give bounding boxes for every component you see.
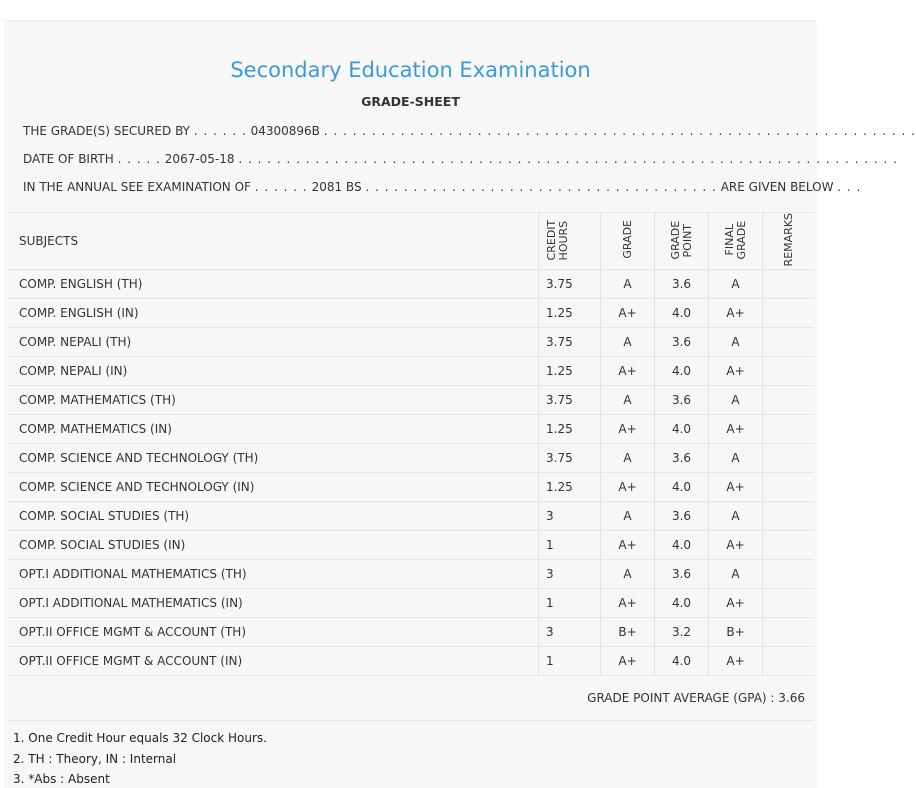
grade-rows	[8, 270, 814, 676]
grade-sheet-heading: GRADE-SHEET	[361, 94, 460, 109]
grade-point-cell: 4.0	[655, 299, 709, 328]
final-grade-cell: A+	[709, 531, 763, 560]
credit-hours-cell: 1.25	[539, 473, 601, 502]
grade-cell: A+	[601, 647, 655, 676]
grade-point-cell: 4.0	[655, 415, 709, 444]
header-credit-hours: CREDIT HOURS	[539, 213, 601, 270]
remarks-cell	[763, 473, 815, 502]
grade-cell: A+	[601, 415, 655, 444]
gpa-value: 3.66	[778, 691, 805, 705]
header-grade-point: GRADE POINT	[655, 213, 709, 270]
remarks-cell	[763, 386, 815, 415]
date-of-birth: 2067-05-18	[164, 152, 235, 166]
table-row	[8, 299, 814, 328]
grade-cell: A	[601, 444, 655, 473]
grade-point-cell: 3.6	[655, 444, 709, 473]
subject-cell: COMP. SCIENCE AND TECHNOLOGY (TH)	[8, 444, 539, 473]
table-row	[8, 386, 814, 415]
credit-hours-cell: 3	[539, 618, 601, 647]
grade-point-cell: 4.0	[655, 357, 709, 386]
final-grade-cell: A+	[709, 473, 763, 502]
remarks-cell	[763, 531, 815, 560]
table-row	[8, 560, 814, 589]
grade-cell: A	[601, 328, 655, 357]
grade-point-cell: 3.6	[655, 270, 709, 299]
credit-hours-cell: 1	[539, 531, 601, 560]
table-header-row	[8, 213, 814, 270]
grade-point-cell: 3.6	[655, 502, 709, 531]
remarks-cell	[763, 328, 815, 357]
subject-cell: COMP. ENGLISH (IN)	[8, 299, 539, 328]
dot-leader: . . . . . . . . . . . . . . . . . . . . . . . . . . . . . . . . . . . . . . . . . . . . . . . . . . . . . . . . . . . . . . . . . . . . .	[238, 152, 898, 166]
dot-leader: . . . . . . . . . . . . . . . . . . . . . . . . . . . . . . . . . . . . .	[365, 180, 717, 194]
credit-hours-cell: 3	[539, 560, 601, 589]
table-row	[8, 473, 814, 502]
grade-point-cell: 4.0	[655, 589, 709, 618]
remarks-cell	[763, 357, 815, 386]
credit-hours-cell: 3	[539, 502, 601, 531]
grade-point-cell: 4.0	[655, 473, 709, 502]
subject-cell: COMP. SOCIAL STUDIES (TH)	[8, 502, 539, 531]
exam-title: Secondary Education Examination	[230, 58, 591, 82]
remarks-cell	[763, 618, 815, 647]
grade-point-cell: 3.6	[655, 328, 709, 357]
table-row	[8, 502, 814, 531]
table-row	[8, 328, 814, 357]
grade-cell: A	[601, 560, 655, 589]
final-grade-cell: A+	[709, 357, 763, 386]
final-grade-cell: A	[709, 270, 763, 299]
grade-point-cell: 3.6	[655, 386, 709, 415]
exam-year: 2081 BS	[311, 180, 362, 194]
final-grade-cell: A+	[709, 589, 763, 618]
table-row	[8, 618, 814, 647]
remarks-cell	[763, 647, 815, 676]
table-row	[8, 531, 814, 560]
grade-cell: A+	[601, 531, 655, 560]
note-3: 3. *Abs : Absent	[13, 772, 110, 786]
credit-hours-cell: 1.25	[539, 357, 601, 386]
grade-sheet	[4, 20, 916, 788]
credit-hours-cell: 1	[539, 589, 601, 618]
remarks-cell	[763, 589, 815, 618]
final-grade-cell: A+	[709, 415, 763, 444]
dob-label: DATE OF BIRTH	[23, 152, 114, 166]
grade-cell: A	[601, 386, 655, 415]
remarks-cell	[763, 502, 815, 531]
final-grade-cell: A	[709, 444, 763, 473]
grade-point-cell: 3.2	[655, 618, 709, 647]
credit-hours-cell: 3.75	[539, 270, 601, 299]
table-row	[8, 444, 814, 473]
dot-leader: . . . . . .	[193, 124, 247, 138]
header-final-grade: FINAL GRADE	[709, 213, 763, 270]
grades-table	[8, 212, 814, 676]
secured-by-label: THE GRADE(S) SECURED BY	[23, 124, 190, 138]
subject-cell: COMP. MATHEMATICS (TH)	[8, 386, 539, 415]
dot-leader: . . .	[837, 180, 862, 194]
final-grade-cell: A+	[709, 647, 763, 676]
remarks-cell	[763, 560, 815, 589]
table-row	[8, 270, 814, 299]
table-row	[8, 589, 814, 618]
remarks-cell	[763, 270, 815, 299]
grade-point-cell: 4.0	[655, 531, 709, 560]
symbol-number: 04300896B	[250, 124, 320, 138]
credit-hours-cell: 3.75	[539, 386, 601, 415]
subject-cell: COMP. MATHEMATICS (IN)	[8, 415, 539, 444]
dot-leader: . . . . . . . . . . . . . . . . . . . . . . . . . . . . . . . . . . . . . . . . . . . . . . . . . . . . . . . . . . . . . .	[323, 124, 916, 138]
dot-leader: . . . . .	[117, 152, 161, 166]
credit-hours-cell: 1.25	[539, 299, 601, 328]
remarks-cell	[763, 299, 815, 328]
subject-cell: COMP. NEPALI (TH)	[8, 328, 539, 357]
grade-cell: A+	[601, 357, 655, 386]
grade-cell: A	[601, 502, 655, 531]
grade-cell: A	[601, 270, 655, 299]
grade-cell: B+	[601, 618, 655, 647]
note-2: 2. TH : Theory, IN : Internal	[13, 752, 177, 766]
table-row	[8, 357, 814, 386]
header-subjects: SUBJECTS	[8, 213, 539, 270]
credit-hours-cell: 1	[539, 647, 601, 676]
table-row	[8, 415, 814, 444]
grade-point-cell: 3.6	[655, 560, 709, 589]
grade-cell: A+	[601, 473, 655, 502]
subject-cell: OPT.II OFFICE MGMT & ACCOUNT (TH)	[8, 618, 539, 647]
final-grade-cell: A	[709, 560, 763, 589]
subject-cell: COMP. SOCIAL STUDIES (IN)	[8, 531, 539, 560]
credit-hours-cell: 3.75	[539, 444, 601, 473]
gpa-summary	[587, 691, 805, 705]
gpa-row	[8, 678, 814, 721]
grade-point-cell: 4.0	[655, 647, 709, 676]
exam-tail: ARE GIVEN BELOW	[720, 180, 834, 194]
subject-cell: OPT.I ADDITIONAL MATHEMATICS (TH)	[8, 560, 539, 589]
exam-line	[23, 180, 861, 194]
dob-line	[23, 152, 898, 166]
subject-cell: COMP. SCIENCE AND TECHNOLOGY (IN)	[8, 473, 539, 502]
credit-hours-cell: 3.75	[539, 328, 601, 357]
remarks-cell	[763, 444, 815, 473]
final-grade-cell: A	[709, 386, 763, 415]
grade-cell: A+	[601, 299, 655, 328]
dot-leader: . . . . . .	[254, 180, 308, 194]
remarks-cell	[763, 415, 815, 444]
header-remarks: REMARKS	[763, 213, 815, 270]
final-grade-cell: A	[709, 328, 763, 357]
secured-by-line	[23, 124, 916, 138]
final-grade-cell: A+	[709, 299, 763, 328]
subject-cell: COMP. ENGLISH (TH)	[8, 270, 539, 299]
subject-cell: OPT.I ADDITIONAL MATHEMATICS (IN)	[8, 589, 539, 618]
subject-cell: OPT.II OFFICE MGMT & ACCOUNT (IN)	[8, 647, 539, 676]
gpa-label: GRADE POINT AVERAGE (GPA) :	[587, 691, 775, 705]
header-grade: GRADE	[601, 213, 655, 270]
credit-hours-cell: 1.25	[539, 415, 601, 444]
subject-cell: COMP. NEPALI (IN)	[8, 357, 539, 386]
exam-label: IN THE ANNUAL SEE EXAMINATION OF	[23, 180, 251, 194]
table-row	[8, 647, 814, 676]
note-1: 1. One Credit Hour equals 32 Clock Hours.	[13, 731, 267, 745]
grade-cell: A+	[601, 589, 655, 618]
final-grade-cell: B+	[709, 618, 763, 647]
final-grade-cell: A	[709, 502, 763, 531]
